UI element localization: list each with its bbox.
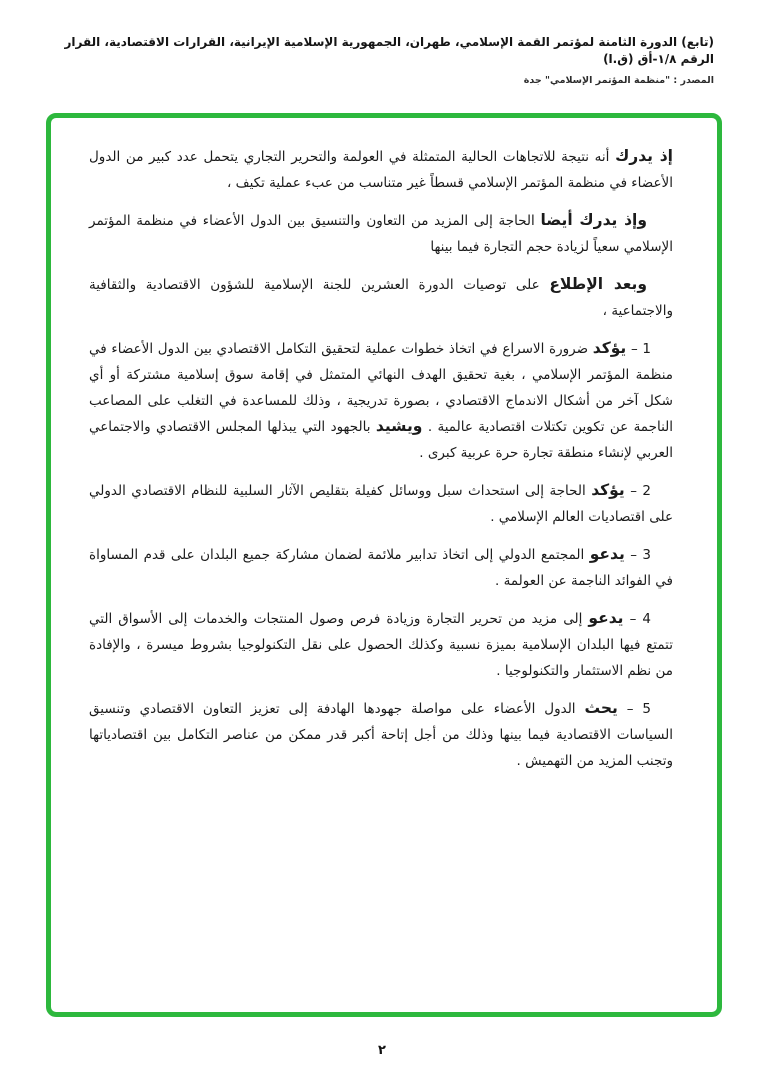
header-title-line: (تابع) الدورة الثامنة لمؤتمر القمة الإسلامي، طهران، الجمهورية الإسلامية الإيرانية، القرارات الاقتصادية، القرار الرقم ١/٨-أق (ق.ا)	[64, 35, 714, 66]
paragraph-text: أنه نتيجة للاتجاهات الحالية المتمثلة في العولمة والتحرير التجاري يتحمل عدد كبير من الدول الأعضاء في منظمة المؤتمر الإسلامي قسطاً غير متناسب من عبء عملية تكيف ،	[89, 149, 673, 191]
preamble-paragraph-1	[89, 144, 673, 196]
item-verb-secondary: ويشيد	[375, 417, 423, 435]
document-body	[89, 144, 673, 774]
item-verb: يدعو	[588, 609, 624, 627]
item-verb: يؤكد	[591, 481, 625, 499]
item-number: 5 –	[626, 701, 651, 717]
document-header	[50, 34, 714, 86]
paragraph-lead: وإذ يدرك أيضا	[540, 211, 647, 229]
resolution-item-4	[89, 606, 673, 684]
item-text: إلى مزيد من تحرير التجارة وزيادة فرص وصول المنتجات والخدمات إلى الأسواق التي تتمتع فيها البلدان الإسلامية بميزة نسبية وكذلك الحصول على نقل التكنولوجيا بشروط ميسرة ، والإفادة من نظم الاستثمار والتكنولوجيا .	[89, 611, 673, 679]
item-verb: يؤكد	[592, 339, 627, 357]
preamble-paragraph-3	[89, 272, 673, 324]
resolution-item-3	[89, 542, 673, 594]
item-number: 1 –	[630, 341, 652, 357]
paragraph-text: الحاجة إلى المزيد من التعاون والتنسيق بين الدول الأعضاء في منظمة المؤتمر الإسلامي سعياً لزيادة حجم التجارة فيما بينها	[89, 213, 673, 255]
resolution-item-2	[89, 478, 673, 530]
preamble-paragraph-2	[89, 208, 673, 260]
paragraph-lead: إذ يدرك	[615, 147, 673, 165]
paragraph-text: على توصيات الدورة العشرين للجنة الإسلامية للشؤون الاقتصادية والثقافية والاجتماعية ،	[89, 277, 673, 319]
item-text: ضرورة الاسراع في اتخاذ خطوات عملية لتحقيق التكامل الاقتصادي بين الدول الأعضاء في منظمة المؤتمر الإسلامي ، بغية تحقيق الهدف النهائي المتمثل في إقامة سوق إسلامية مشتركة أو أي شكل آخر من أشكال الاندماج الاقتصادي ، بصورة تدريجية ، وذلك للمساعدة في التغلب على المصاعب الناجمة عن تكوين تكتلات اقتصادية عالمية .	[89, 341, 674, 435]
item-number: 3 –	[630, 547, 651, 563]
header-source-line: المصدر : "منظمة المؤتمر الإسلامي" جدة	[523, 75, 714, 86]
page-number: ٢	[378, 1043, 386, 1058]
item-text: الحاجة إلى استحداث سبل ووسائل كفيلة بتقليص الآثار السلبية للنظام الاقتصادي الدولي على اقتصاديات العالم الإسلامي .	[89, 483, 673, 525]
item-number: 2 –	[630, 483, 651, 499]
resolution-item-5	[89, 696, 673, 774]
green-border-frame	[46, 113, 722, 1017]
item-number: 4 –	[629, 611, 652, 627]
paragraph-lead: وبعد الإطلاع	[549, 275, 647, 293]
resolution-item-1	[89, 336, 673, 466]
item-verb: يدعو	[589, 545, 625, 563]
item-text-secondary: بالجهود التي يبذلها المجلس الاقتصادي والاجتماعي العربي لإنشاء منطقة تجارة حرة عربية كبرى .	[89, 419, 673, 461]
item-verb: يحث	[584, 699, 618, 717]
item-text: المجتمع الدولي إلى اتخاذ تدابير ملائمة لضمان مشاركة جميع البلدان على قدم المساواة في الفوائد الناجمة عن العولمة .	[89, 547, 673, 589]
item-text: الدول الأعضاء على مواصلة جهودها الهادفة إلى تعزيز التعاون الاقتصادي وتنسيق السياسات الاقتصادية فيما بينها وذلك من أجل إتاحة أكبر قدر ممكن من عناصر التكامل بين اقتصادياتها وتجنب المزيد من التهميش .	[89, 701, 673, 769]
